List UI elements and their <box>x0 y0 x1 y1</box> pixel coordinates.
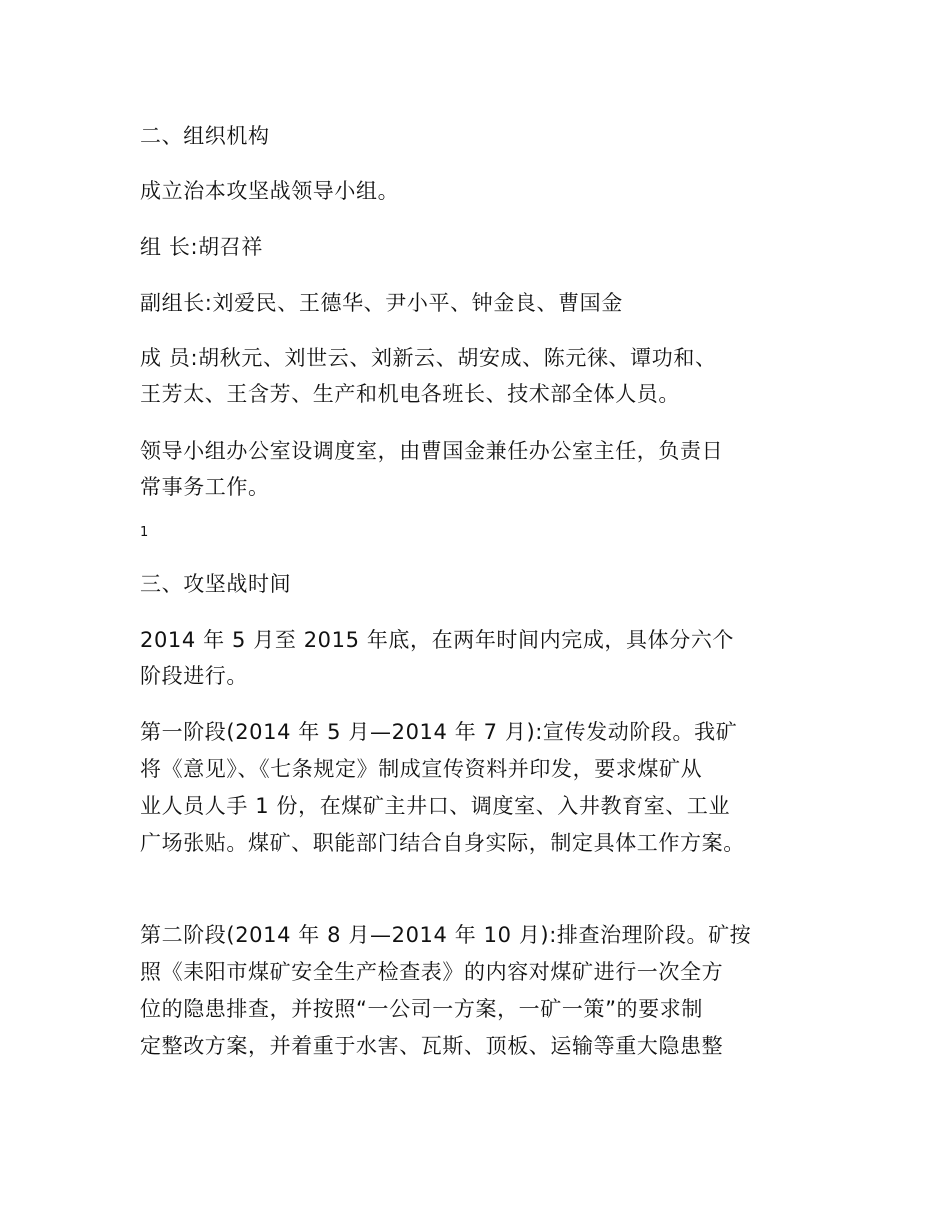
section-heading-organization: 二、组织机构 <box>140 124 270 148</box>
phase2-line-3: 位的隐患排查，并按照“一公司一方案，一矿一策”的要求制 <box>140 997 703 1021</box>
page-number: 1 <box>140 525 149 540</box>
group-leader: 组 长:胡召祥 <box>140 235 263 259</box>
section-heading-timeline: 三、攻坚战时间 <box>140 572 292 596</box>
members-line-1: 成 员:胡秋元、刘世云、刘新云、胡安成、陈元徕、谭功和、 <box>140 346 717 370</box>
phase1-line-1: 第一阶段(2014 年 5 月—2014 年 7 月):宣传发动阶段。我矿 <box>140 720 738 744</box>
phase1-line-2: 将《意见》、《七条规定》制成宣传资料并印发，要求煤矿从 <box>140 757 703 781</box>
phase1-line-3: 业人员人手 1 份，在煤矿主井口、调度室、入井教育室、工业 <box>140 794 731 818</box>
leading-group-intro: 成立治本攻坚战领导小组。 <box>140 179 400 203</box>
timeline-line-2: 阶段进行。 <box>140 664 248 688</box>
phase2-line-4: 定整改方案，并着重于水害、瓦斯、顶板、运输等重大隐患整 <box>140 1034 724 1058</box>
deputy-leaders: 副组长:刘爱民、王德华、尹小平、钟金良、曹国金 <box>140 291 623 315</box>
timeline-line-1: 2014 年 5 月至 2015 年底，在两年时间内完成，具体分六个 <box>140 628 735 652</box>
phase1-line-4: 广场张贴。煤矿、职能部门结合自身实际，制定具体工作方案。 <box>140 831 745 855</box>
phase2-line-1: 第二阶段(2014 年 8 月—2014 年 10 月):排查治理阶段。矿按 <box>140 923 752 947</box>
phase2-line-2: 照《耒阳市煤矿安全生产检查表》的内容对煤矿进行一次全方 <box>140 960 724 984</box>
office-line-2: 常事务工作。 <box>140 475 270 499</box>
members-line-2: 王芳太、王含芳、生产和机电各班长、技术部全体人员。 <box>140 382 680 406</box>
office-line-1: 领导小组办公室设调度室，由曹国金兼任办公室主任，负责日 <box>140 439 724 463</box>
